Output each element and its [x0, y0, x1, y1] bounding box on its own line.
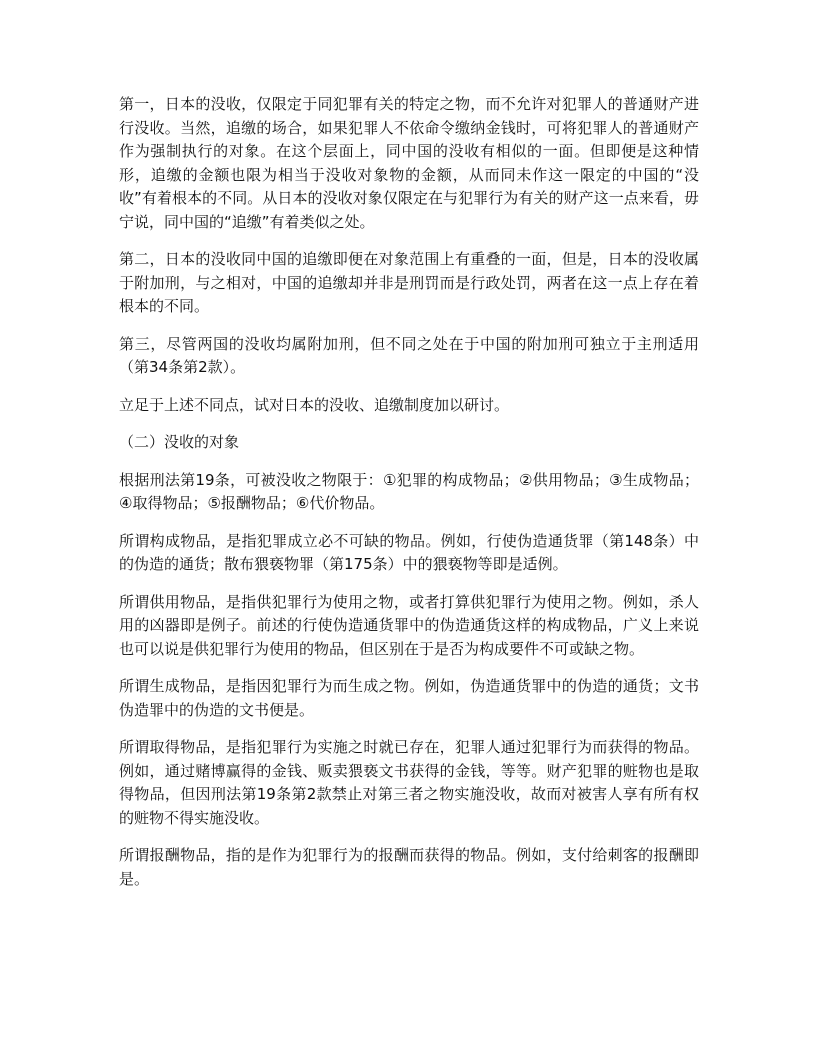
paragraph-first-difference: 第一，日本的没收，仅限定于同犯罪有关的特定之物，而不允许对犯罪人的普通财产进行没收。当然，追缴的场合，如果犯罪人不依命令缴纳金钱时，可将犯罪人的普通财产作为强制执行的对象。在这个层面上，同中国的没收有相似的一面。但即便是这种情形，追缴的金额也限为相当于没收对象物的金额，从而同未作这一限定的中国的“没收”有着根本的不同。从日本的没收对象仅限定在与犯罪行为有关的财产这一点来看，毋宁说，同中国的“追缴”有着类似之处。	[119, 95, 699, 231]
document-body	[119, 93, 699, 905]
paragraph-acquired-items: 所谓取得物品，是指犯罪行为实施之时就已存在，犯罪人通过犯罪行为而获得的物品。例如，通过赌博赢得的金钱、贩卖猥亵文书获得的金钱，等等。财产犯罪的赃物也是取得物品，但因刑法第19条第2款禁止对第三者之物实施没收，故而对被害人享有所有权的赃物不得实施没收。	[119, 738, 699, 827]
paragraph-third-difference: 第三，尽管两国的没收均属附加刑，但不同之处在于中国的附加刑可独立于主刑适用（第34条第2款）。	[119, 334, 699, 376]
paragraph-produced-items: 所谓生成物品，是指因犯罪行为而生成之物。例如，伪造通货罪中的伪造的通货；文书伪造罪中的伪造的文书便是。	[119, 677, 699, 719]
paragraph-constituent-items: 所谓构成物品，是指犯罪成立必不可缺的物品。例如，行使伪造通货罪（第148条）中的伪造的通货；散布猥亵物罪（第175条）中的猥亵物等即是适例。	[119, 531, 699, 573]
paragraph-reward-items: 所谓报酬物品，指的是作为犯罪行为的报酬而获得的物品。例如，支付给刺客的报酬即是。	[119, 846, 699, 888]
paragraph-instrumental-items: 所谓供用物品，是指供犯罪行为使用之物，或者打算供犯罪行为使用之物。例如，杀人用的凶器即是例子。前述的行使伪造通货罪中的伪造通货这样的构成物品，广义上来说也可以说是供犯罪行为使用的物品，但区别在于是否为构成要件不可或缺之物。	[119, 592, 699, 658]
paragraph-transition: 立足于上述不同点，试对日本的没收、追缴制度加以研讨。	[119, 395, 510, 414]
paragraph-second-difference: 第二，日本的没收同中国的追缴即便在对象范围上有重叠的一面，但是，日本的没收属于附加刑，与之相对，中国的追缴却并非是刑罚而是行政处罚，两者在这一点上存在着根本的不同。	[119, 250, 699, 315]
paragraph-confiscation-items: 根据刑法第19条，可被没收之物限于：①犯罪的构成物品；②供用物品；③生成物品；④取得物品；⑤报酬物品；⑥代价物品。	[119, 470, 699, 512]
section-heading: （二）没收的对象	[119, 433, 240, 451]
